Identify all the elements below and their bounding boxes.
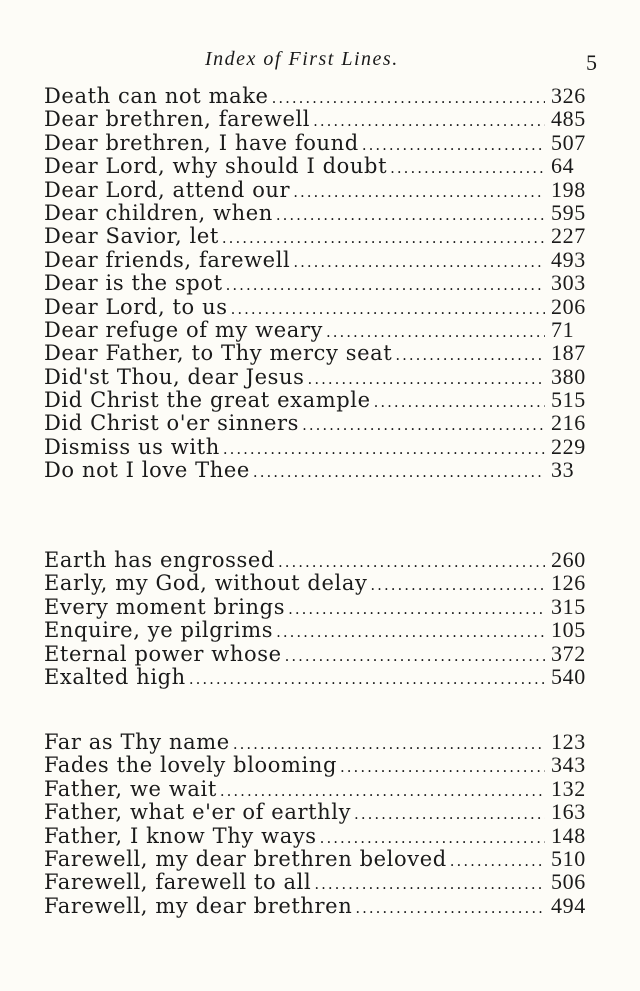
index-entry — [44, 388, 599, 411]
dot-leader — [253, 461, 545, 484]
dot-leader — [285, 645, 545, 668]
index-entry — [44, 870, 599, 893]
hymn-number: 595 — [551, 199, 586, 225]
hymn-number: 372 — [551, 640, 586, 666]
first-line: Dear Savior, let — [44, 224, 219, 249]
dot-leader — [370, 574, 545, 597]
first-line: Far as Thy name — [44, 730, 230, 754]
first-line: Dear Lord, why should I doubt — [44, 154, 388, 179]
first-line: Earth has engrossed — [44, 548, 275, 572]
dot-leader — [450, 850, 545, 873]
first-line: Father, what e'er of earthly — [44, 800, 352, 825]
dot-leader — [354, 803, 545, 826]
dot-leader — [272, 87, 545, 110]
dot-leader — [276, 204, 545, 227]
first-line: Farewell, my dear brethren — [44, 893, 353, 918]
first-line: Dear Lord, attend our — [44, 177, 291, 202]
index-entry — [44, 107, 599, 130]
hymn-number: 343 — [551, 752, 586, 778]
hymn-number: 260 — [551, 547, 586, 572]
first-line: Dear children, when — [44, 200, 273, 225]
hymn-number: 126 — [551, 570, 586, 596]
hymn-number: 216 — [551, 410, 586, 436]
first-line: Dear Father, to Thy mercy seat — [44, 341, 393, 366]
hymn-number: 326 — [551, 83, 586, 108]
first-line: Exalted high — [44, 664, 186, 689]
index-entry — [44, 318, 599, 341]
index-entry — [44, 753, 599, 776]
first-line: Dear brethren, I have found — [44, 130, 359, 155]
hymn-number: 506 — [551, 869, 586, 895]
index-entry — [44, 618, 599, 641]
index-entry — [44, 571, 599, 594]
dot-leader — [390, 157, 545, 180]
hymn-number: 493 — [551, 246, 586, 272]
hymn-number: 515 — [551, 387, 586, 413]
hymn-number: 123 — [551, 729, 586, 754]
index-entry — [44, 595, 599, 618]
first-line: Every moment brings — [44, 594, 286, 619]
index-entry — [44, 84, 599, 107]
hymn-number: 132 — [551, 775, 586, 801]
hymn-number: 206 — [551, 293, 586, 319]
hymn-number: 315 — [551, 593, 586, 619]
dot-leader — [302, 414, 545, 437]
dot-leader — [288, 598, 545, 621]
first-line: Enquire, ye pilgrims — [44, 618, 274, 643]
index-entry — [44, 295, 599, 318]
index-entry — [44, 224, 599, 247]
first-line: Eternal power whose — [44, 641, 282, 666]
dot-leader — [223, 438, 545, 461]
dot-leader — [355, 897, 545, 920]
dot-leader — [226, 274, 545, 297]
first-line: Father, I know Thy ways — [44, 823, 317, 848]
hymn-number: 148 — [551, 822, 586, 848]
index-entry — [44, 800, 599, 823]
hymn-number: 198 — [551, 176, 586, 202]
index-entry — [44, 271, 599, 294]
index-entry — [44, 248, 599, 271]
first-line: Dear is the spot — [44, 271, 223, 296]
hymn-number: 229 — [551, 433, 586, 459]
index-entry — [44, 824, 599, 847]
page-number: 5 — [586, 50, 597, 75]
dot-leader — [395, 344, 545, 367]
index-entry — [44, 642, 599, 665]
first-line: Farewell, farewell to all — [44, 870, 312, 895]
index-section-d — [44, 84, 599, 482]
index-entry — [44, 730, 599, 753]
hymn-number: 71 — [551, 316, 575, 342]
index-entry — [44, 154, 599, 177]
hymn-number: 380 — [551, 363, 586, 389]
first-line: Dear friends, farewell — [44, 247, 291, 272]
first-line: Father, we wait — [44, 776, 217, 801]
index-entry — [44, 777, 599, 800]
dot-leader — [293, 181, 545, 204]
first-line: Do not I love Thee — [44, 458, 250, 483]
index-entry — [44, 341, 599, 364]
hymn-number: 494 — [551, 892, 586, 918]
hymn-number: 303 — [551, 270, 586, 296]
first-line: Dear Lord, to us — [44, 294, 228, 319]
first-line: Did Christ the great example — [44, 388, 371, 413]
index-entry — [44, 178, 599, 201]
running-title: Index of First Lines. — [205, 48, 399, 70]
index-entry — [44, 365, 599, 388]
dot-leader — [293, 251, 545, 274]
hymn-number: 540 — [551, 663, 586, 689]
first-line: Dear refuge of my weary — [44, 317, 323, 342]
first-line: Did'st Thou, dear Jesus — [44, 364, 305, 389]
first-line: Fades the lovely blooming — [44, 753, 338, 778]
index-section-f — [44, 730, 599, 917]
index-entry — [44, 665, 599, 688]
dot-leader — [362, 134, 545, 157]
index-entry — [44, 131, 599, 154]
first-line: Farewell, my dear brethren beloved — [44, 846, 447, 871]
dot-leader — [189, 668, 545, 691]
dot-leader — [276, 621, 545, 644]
hymn-number: 105 — [551, 617, 586, 643]
hymn-number: 33 — [551, 457, 575, 483]
dot-leader — [340, 756, 545, 779]
first-line: Dismiss us with — [44, 434, 220, 459]
hymn-number: 507 — [551, 129, 586, 155]
hymn-number: 510 — [551, 845, 586, 871]
index-entry — [44, 201, 599, 224]
first-line: Death can not make — [44, 84, 269, 108]
hymn-number: 227 — [551, 223, 586, 249]
hymn-number: 187 — [551, 340, 586, 366]
index-entry — [44, 847, 599, 870]
index-entry — [44, 458, 599, 481]
index-entry — [44, 894, 599, 917]
hymn-number: 163 — [551, 799, 586, 825]
first-line: Dear brethren, farewell — [44, 107, 311, 132]
page-header — [0, 44, 640, 74]
first-line: Early, my God, without delay — [44, 571, 368, 596]
hymn-number: 485 — [551, 106, 586, 132]
index-entry — [44, 411, 599, 434]
index-entry — [44, 548, 599, 571]
index-entry — [44, 435, 599, 458]
first-line: Did Christ o'er sinners — [44, 411, 300, 436]
index-section-e — [44, 548, 599, 688]
hymn-number: 64 — [551, 153, 575, 179]
dot-leader — [374, 391, 545, 414]
